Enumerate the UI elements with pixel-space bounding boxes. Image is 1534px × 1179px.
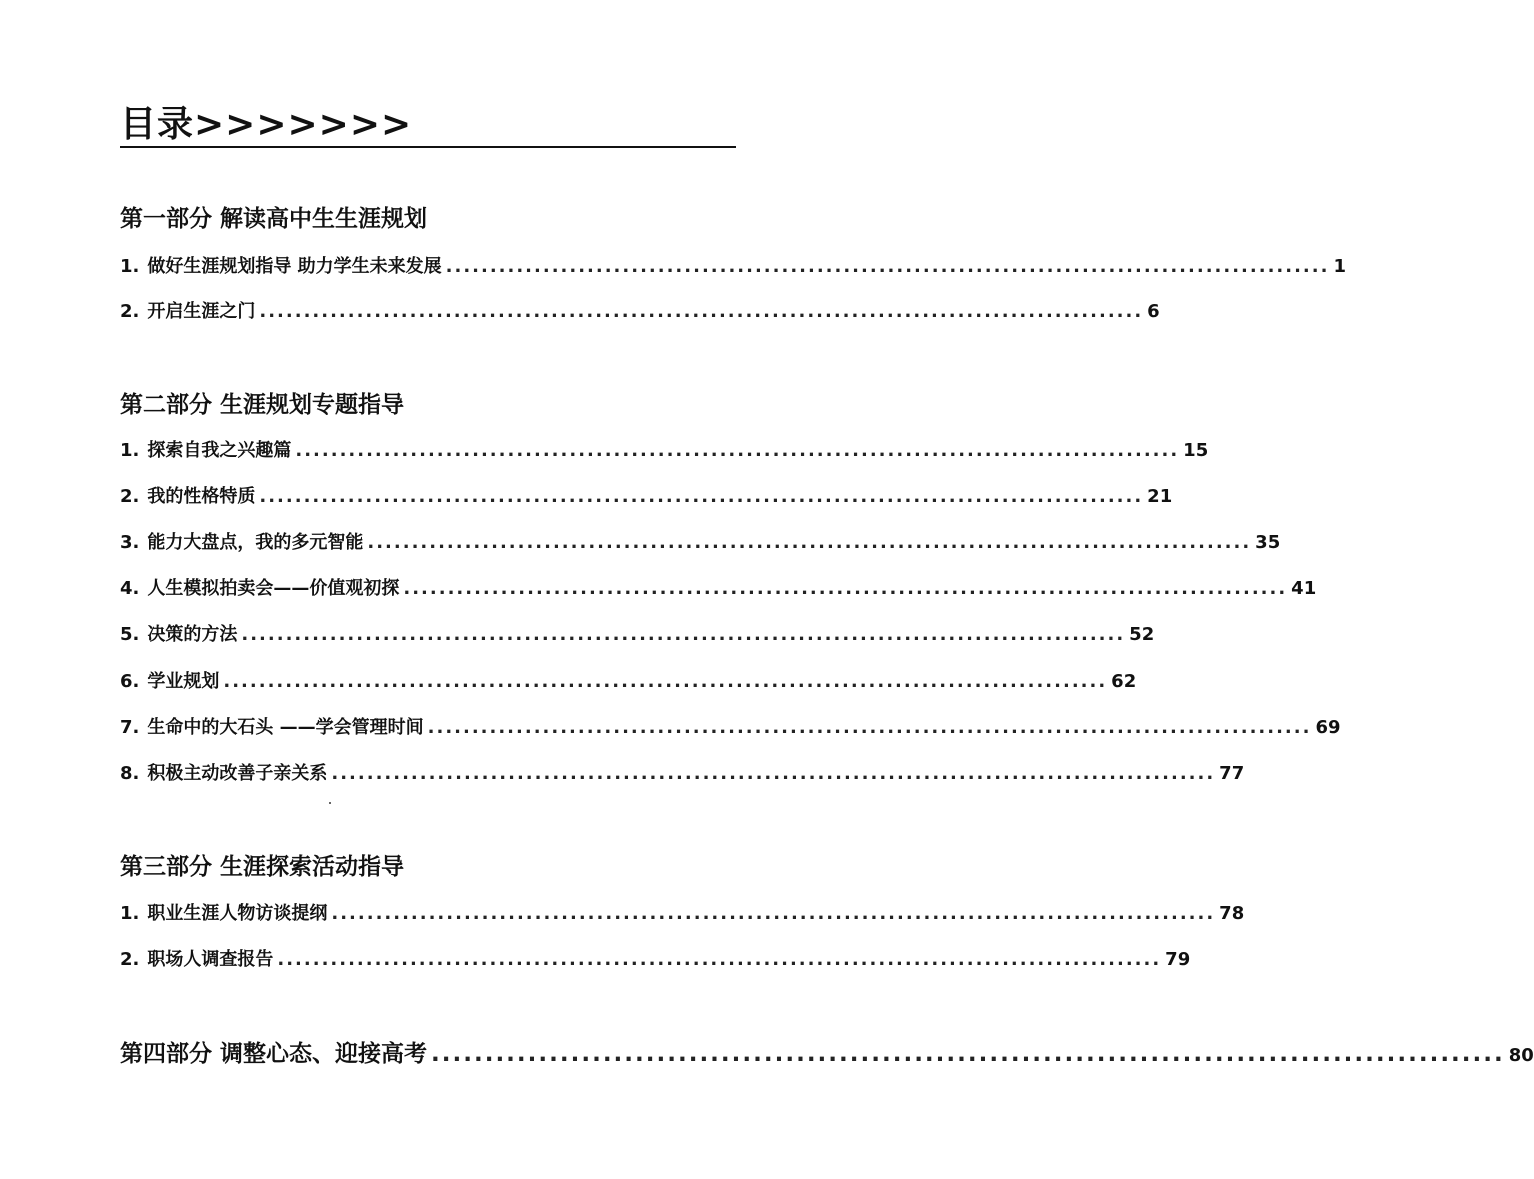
section-heading-1: 第一部分 解读高中生生涯规划	[120, 206, 428, 232]
toc-entry[interactable]	[120, 576, 1317, 602]
entry-page-number: 1	[1333, 256, 1346, 277]
dot-leader: ....................................................................................................	[331, 763, 1216, 784]
entry-label: 做好生涯规划指导 助力学生未来发展	[147, 256, 442, 277]
entry-label: 开启生涯之门	[147, 301, 256, 322]
dot-leader: ....................................................................................................	[331, 903, 1216, 924]
entry-label: 能力大盘点，我的多元智能	[147, 532, 364, 553]
entry-label: 第四部分 调整心态、迎接高考	[120, 1041, 428, 1067]
entry-label: 探索自我之兴趣篇	[147, 440, 292, 461]
entry-page-number: 78	[1219, 903, 1245, 924]
page-title: 目录>>>>>>>	[120, 104, 413, 145]
entry-page-number: 77	[1219, 763, 1245, 784]
entry-number: 1.	[120, 256, 140, 277]
entry-page-number: 52	[1129, 624, 1155, 645]
entry-number: 2.	[120, 301, 140, 322]
entry-page-number: 6	[1147, 301, 1160, 322]
entry-label: 职业生涯人物访谈提纲	[147, 903, 328, 924]
entry-label: 生命中的大石头 ——学会管理时间	[147, 717, 424, 738]
entry-page-number: 41	[1291, 578, 1317, 599]
entry-label: 职场人调查报告	[147, 949, 274, 970]
dot-leader: ....................................................................................................	[241, 624, 1126, 645]
toc-entry[interactable]	[120, 254, 1346, 280]
dot-leader: ....................................................................................................	[427, 717, 1312, 738]
entry-number: 7.	[120, 717, 140, 738]
dot-leader: ....................................................................................................	[259, 486, 1144, 507]
toc-entry[interactable]	[120, 622, 1155, 648]
entry-number: 2.	[120, 949, 140, 970]
entry-label: 人生模拟拍卖会——价值观初探	[147, 578, 400, 599]
entry-number: 6.	[120, 671, 140, 692]
scan-speck	[329, 802, 331, 804]
toc-entry[interactable]	[120, 715, 1341, 741]
toc-entry[interactable]	[120, 299, 1160, 325]
entry-label: 学业规划	[147, 671, 220, 692]
toc-entry[interactable]	[120, 947, 1191, 973]
section-heading-2: 第二部分 生涯规划专题指导	[120, 392, 405, 418]
toc-entry[interactable]	[120, 530, 1281, 556]
dot-leader: ....................................................................................................	[367, 532, 1252, 553]
entry-page-number: 15	[1183, 440, 1209, 461]
entry-number: 1.	[120, 903, 140, 924]
entry-label: 我的性格特质	[147, 486, 256, 507]
entry-label: 积极主动改善子亲关系	[147, 763, 328, 784]
entry-number: 8.	[120, 763, 140, 784]
dot-leader: ....................................................................................................	[431, 1041, 1505, 1067]
toc-entry[interactable]	[120, 438, 1209, 464]
toc-entry[interactable]	[120, 484, 1173, 510]
toc-entry[interactable]	[120, 761, 1245, 787]
dot-leader: ....................................................................................................	[277, 949, 1162, 970]
entry-label: 决策的方法	[147, 624, 238, 645]
entry-page-number: 69	[1315, 717, 1341, 738]
toc-entry[interactable]	[120, 901, 1245, 927]
dot-leader: ....................................................................................................	[223, 671, 1108, 692]
dot-leader: ....................................................................................................	[295, 440, 1180, 461]
entry-page-number: 79	[1165, 949, 1191, 970]
dot-leader: ....................................................................................................	[445, 256, 1330, 277]
entry-number: 2.	[120, 486, 140, 507]
entry-page-number: 21	[1147, 486, 1173, 507]
toc-entry[interactable]	[120, 669, 1137, 695]
entry-number: 4.	[120, 578, 140, 599]
entry-number: 1.	[120, 440, 140, 461]
dot-leader: ....................................................................................................	[403, 578, 1288, 599]
title-underline	[120, 146, 736, 148]
entry-page-number: 80	[1508, 1045, 1534, 1066]
section-heading-4[interactable]	[120, 1039, 1534, 1071]
section-heading-3: 第三部分 生涯探索活动指导	[120, 854, 405, 880]
entry-page-number: 62	[1111, 671, 1137, 692]
dot-leader: ....................................................................................................	[259, 301, 1144, 322]
entry-number: 5.	[120, 624, 140, 645]
entry-page-number: 35	[1255, 532, 1281, 553]
entry-number: 3.	[120, 532, 140, 553]
